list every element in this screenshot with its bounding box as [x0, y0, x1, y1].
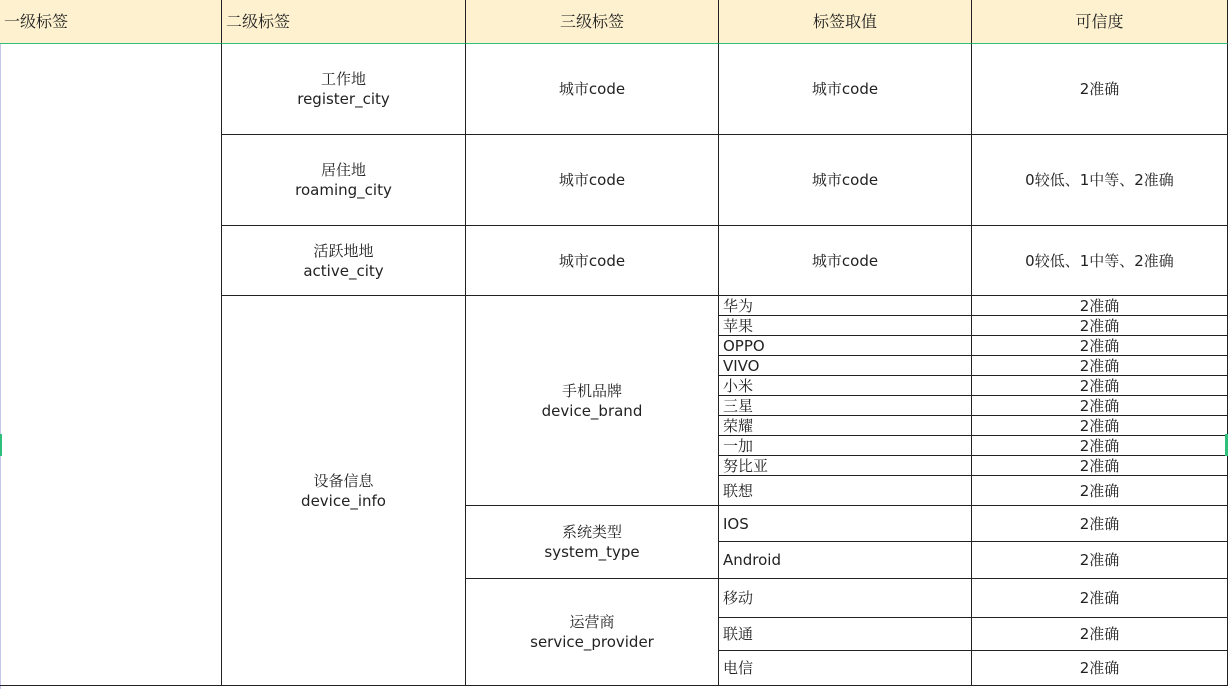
value-work-cell[interactable]: 城市code [719, 44, 972, 135]
level2-device-en: device_info [301, 491, 386, 510]
level3-active-cell[interactable]: 城市code [466, 226, 719, 296]
confidence-work-cell[interactable]: 2准确 [972, 44, 1228, 135]
level3-brand-en: device_brand [541, 401, 643, 420]
level2-active-en: active_city [303, 261, 384, 280]
brand-conf-cell[interactable]: 2准确 [972, 396, 1228, 416]
provider-name-cell[interactable]: 联通 [719, 618, 972, 651]
confidence-home-cell[interactable]: 0较低、1中等、2准确 [972, 135, 1228, 226]
level3-brand-cell[interactable] [466, 296, 719, 506]
level1-merged-cell[interactable] [0, 44, 222, 686]
level3-brand-cn: 手机品牌 [561, 381, 622, 400]
header-value[interactable]: 标签取值 [719, 0, 972, 44]
level3-provider-en: service_provider [530, 633, 654, 651]
level2-device-cell[interactable] [222, 296, 466, 686]
system-conf-cell[interactable]: 2准确 [972, 542, 1228, 579]
brand-conf-cell[interactable]: 2准确 [972, 296, 1228, 316]
brand-name-cell[interactable]: 努比亚 [719, 456, 972, 476]
provider-conf-cell[interactable]: 2准确 [972, 651, 1228, 686]
provider-name-cell[interactable]: 移动 [719, 579, 972, 618]
level3-system-en: system_type [544, 543, 640, 561]
brand-name-cell[interactable]: 一加 [719, 436, 972, 456]
header-confidence[interactable]: 可信度 [972, 0, 1228, 44]
level3-system-cell[interactable] [466, 506, 719, 579]
brand-name-cell[interactable]: 苹果 [719, 316, 972, 336]
brand-name-cell[interactable]: 联想 [719, 476, 972, 506]
provider-conf-cell[interactable]: 2准确 [972, 579, 1228, 618]
brand-conf-cell[interactable]: 2准确 [972, 416, 1228, 436]
value-home-cell[interactable]: 城市code [719, 135, 972, 226]
brand-name-cell[interactable]: VIVO [719, 356, 972, 376]
brand-name-cell[interactable]: 小米 [719, 376, 972, 396]
level2-work-cell[interactable] [222, 44, 466, 135]
provider-name-cell[interactable]: 电信 [719, 651, 972, 686]
level2-home-cn: 居住地 [320, 161, 366, 179]
confidence-active-cell[interactable]: 0较低、1中等、2准确 [972, 226, 1228, 296]
provider-conf-cell[interactable]: 2准确 [972, 618, 1228, 651]
system-name-cell[interactable]: IOS [719, 506, 972, 542]
level3-provider-cell[interactable] [466, 579, 719, 686]
level2-active-cell[interactable] [222, 226, 466, 296]
brand-conf-cell[interactable]: 2准确 [972, 456, 1228, 476]
level2-home-en: roaming_city [295, 181, 392, 199]
value-active-cell[interactable]: 城市code [719, 226, 972, 296]
brand-conf-cell[interactable]: 2准确 [972, 356, 1228, 376]
brand-conf-cell[interactable]: 2准确 [972, 436, 1228, 456]
brand-conf-cell[interactable]: 2准确 [972, 316, 1228, 336]
brand-conf-cell[interactable]: 2准确 [972, 336, 1228, 356]
level2-work-cn: 工作地 [320, 70, 366, 88]
system-conf-cell[interactable]: 2准确 [972, 506, 1228, 542]
level2-active-cn: 活跃地地 [313, 241, 374, 260]
selection-marker-left [0, 434, 2, 456]
level2-work-en: register_city [297, 90, 390, 108]
brand-name-cell[interactable]: 华为 [719, 296, 972, 316]
level3-system-cn: 系统类型 [561, 523, 622, 541]
level2-device-cn: 设备信息 [313, 471, 374, 490]
header-level1[interactable]: 一级标签 [0, 0, 222, 44]
header-level3[interactable]: 三级标签 [466, 0, 719, 44]
brand-conf-cell[interactable]: 2准确 [972, 476, 1228, 506]
brand-name-cell[interactable]: OPPO [719, 336, 972, 356]
level3-work-cell[interactable]: 城市code [466, 44, 719, 135]
level2-home-cell[interactable] [222, 135, 466, 226]
system-name-cell[interactable]: Android [719, 542, 972, 579]
header-level2[interactable]: 二级标签 [222, 0, 466, 44]
brand-name-cell[interactable]: 三星 [719, 396, 972, 416]
level3-home-cell[interactable]: 城市code [466, 135, 719, 226]
brand-name-cell[interactable]: 荣耀 [719, 416, 972, 436]
level3-provider-cn: 运营商 [569, 613, 615, 631]
brand-conf-cell[interactable]: 2准确 [972, 376, 1228, 396]
